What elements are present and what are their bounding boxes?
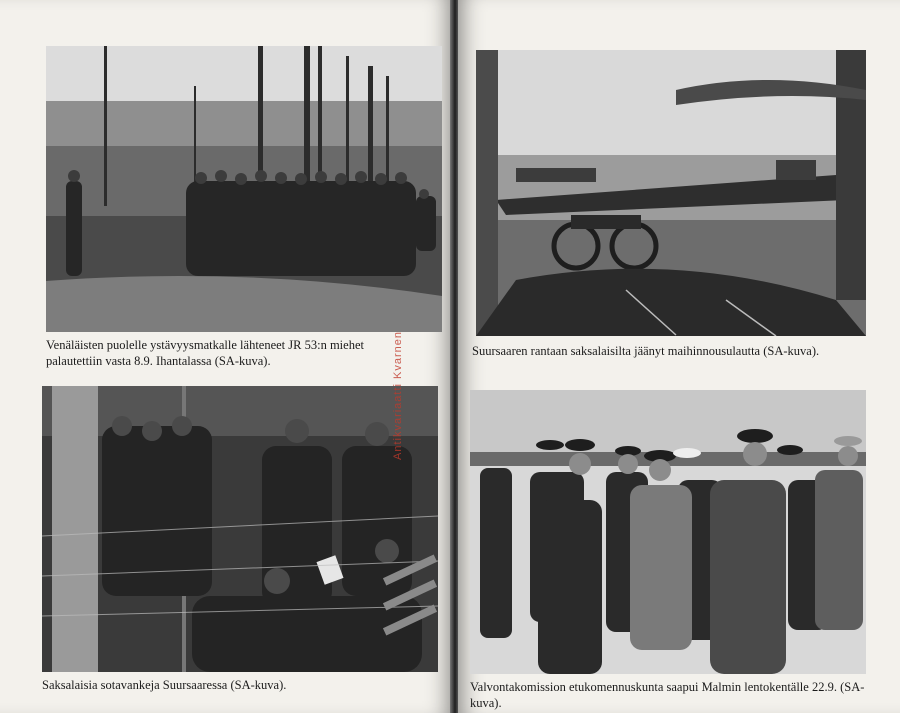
- caption-photo-2: Saksalaisia sotavankeja Suursaaressa (SA-kuva).: [42, 678, 287, 692]
- caption-photo-3: Suursaaren rantaan saksalaisilta jäänyt maihinnousulautta (SA-kuva).: [472, 344, 820, 358]
- photo-prisoners: [42, 386, 438, 672]
- photo-soldiers-line: [46, 46, 442, 332]
- caption-photo-4: Valvontakomission etukomennuskunta saapui Malmin lentokentälle 22.9. (SA-kuva).: [470, 680, 865, 710]
- caption-photo-1: Venäläisten puolelle ystävyysmatkalle lähteneet JR 53:n miehet palautettiin vasta 8.9. Ihantalassa (SA-kuva).: [46, 338, 364, 368]
- watermark: Antikvariaatti Kvarnen: [392, 331, 404, 460]
- photo-landing-craft: [476, 50, 866, 336]
- photo-officers: [470, 390, 866, 674]
- right-page: [458, 0, 900, 713]
